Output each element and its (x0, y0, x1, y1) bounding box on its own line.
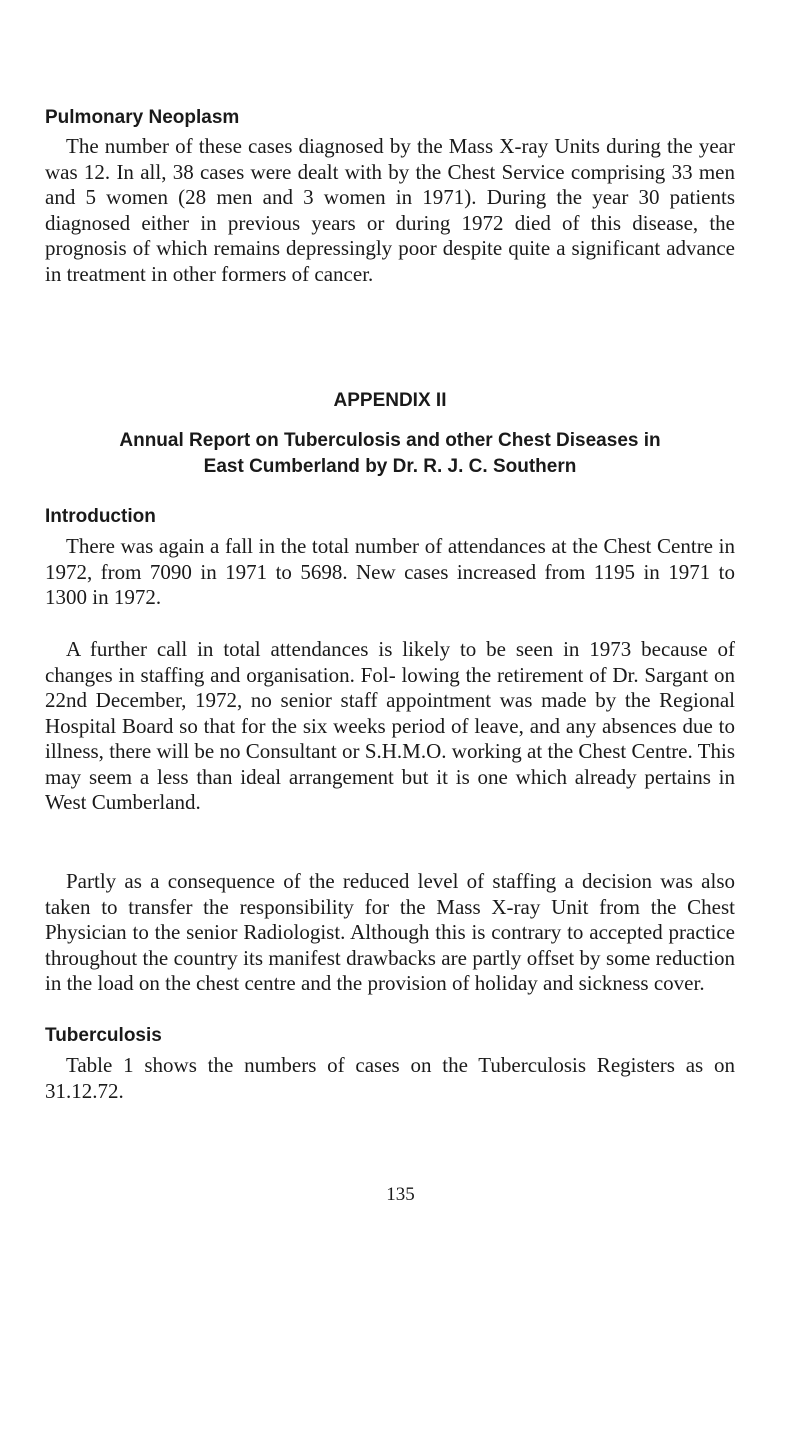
paragraph-introduction-3: Partly as a consequence of the reduced level of staffing a decision was also taken to transfer the responsibility for the Mass X-ray Unit from the Chest Physician to the senior Radiologist. Although this is contrary to accepted practice throughout the country its manifest drawbacks are partly offset by some reduction in the load on the chest centre and the provision of holiday and sickness cover. (45, 869, 735, 995)
paragraph-tuberculosis: Table 1 shows the numbers of cases on the Tuberculosis Registers as on 31.12.72. (45, 1053, 735, 1103)
appendix-title: APPENDIX II (333, 390, 447, 411)
paragraph-introduction-1: There was again a fall in the total number of attendances at the Chest Centre in 1972, from 7090 in 1971 to 5698. New cases increased from 1195 in 1971 to 1300 in 1972. (45, 534, 735, 609)
paragraph-introduction-2: A further call in total attendances is likely to be seen in 1973 because of changes in staffing and organisation. Fol- lowing the retirement of Dr. Sargant on 22nd December, 1972, no senior staff appointment was made by the Regional Hospital Board so that for the six weeks period of leave, and any absences due to illness, there will be no Consultant or S.H.M.O. working at the Chest Centre. This may seem a less than ideal arrangement but it is one which already pertains in West Cumberland. (45, 637, 735, 814)
section-heading-introduction: Introduction (45, 506, 156, 527)
paragraph-pulmonary-neoplasm: The number of these cases diagnosed by the Mass X-ray Units during the year was 12. In all, 38 cases were dealt with by the Chest Service comprising 33 men and 5 women (28 men and 3 women in 1971). During the year 30 patients diagnosed either in previous years or during 1972 died of this disease, the prognosis of which remains depressingly poor despite quite a significant advance in treatment in other formers of cancer. (45, 134, 735, 286)
page-number: 135 (386, 1184, 415, 1205)
report-title-line-2: East Cumberland by Dr. R. J. C. Southern (203, 456, 577, 477)
section-heading-pulmonary-neoplasm: Pulmonary Neoplasm (45, 107, 240, 128)
report-title-line-1: Annual Report on Tuberculosis and other Chest Diseases in (119, 430, 661, 451)
section-heading-tuberculosis: Tuberculosis (45, 1025, 162, 1046)
